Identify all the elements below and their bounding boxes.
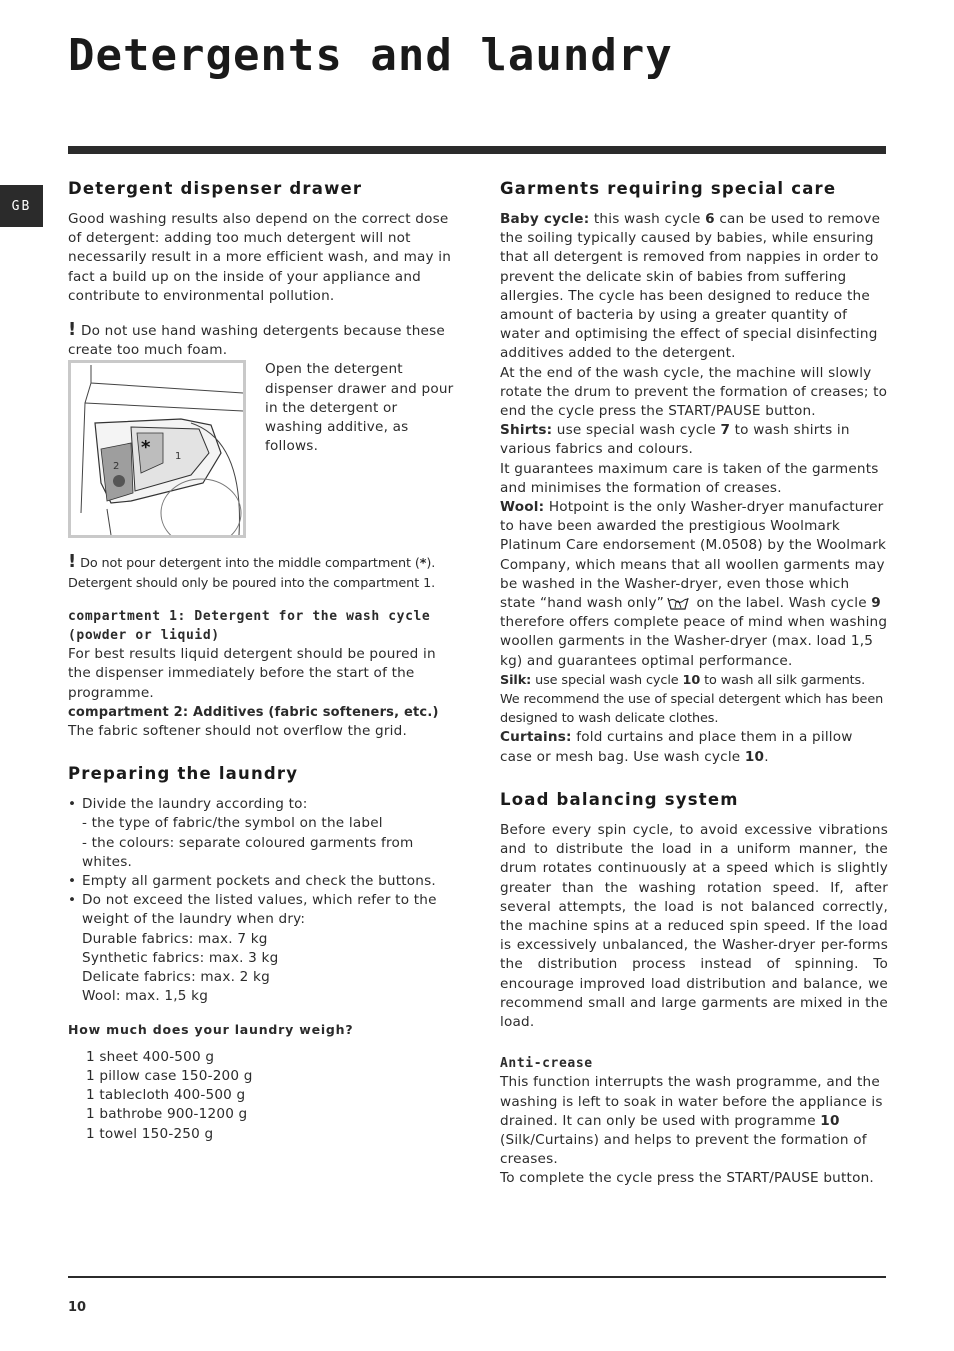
dispenser-drawer-drawing	[71, 363, 243, 535]
baby-cycle-text: Baby cycle: this wash cycle 6 can be used to remove the soiling typically caused by babies, while ensuring that all detergent is removed from nappies in order to prevent the delicate skin of babies from suffering allergies. The cycle has been designed to reduce the amount of bacteria by using a greater quantity of water and optimising the effect of special disinfecting additives added to the detergent.	[500, 211, 881, 362]
compartment-2-label: 2	[113, 461, 120, 473]
preparing-heading: Preparing the laundry	[68, 764, 299, 784]
limit-synthetic: Synthetic fabrics: max. 3 kg	[82, 949, 279, 966]
compartment-1-text: For best results liquid detergent should be poured in the dispenser immediately before the start of the programme.	[68, 646, 436, 701]
hand-wash-icon	[667, 595, 689, 611]
load-balancing-heading: Load balancing system	[500, 789, 739, 809]
right-column	[500, 178, 888, 1189]
compartment-star-label: *	[141, 437, 151, 459]
page-number: 10	[68, 1300, 87, 1315]
shirts-text: Shirts: use special wash cycle 7 to wash shirts in various fabrics and colours.	[500, 422, 850, 458]
compartment-1-heading: compartment 1: Detergent for the wash cycle (powder or liquid)	[68, 608, 431, 644]
weight-list	[86, 1048, 456, 1144]
silk-text: Silk: use special wash cycle 10 to wash all silk garments. We recommend the use of special detergent which has been designed to wash delicate clothes.	[500, 672, 884, 727]
list-item: • Divide the laundry according to: - the type of fabric/the symbol on the label - the colours: separate coloured garments from whites.	[68, 795, 456, 872]
warning-foam	[68, 320, 456, 360]
left-column	[68, 178, 456, 1144]
dispenser-drawer-illustration	[68, 360, 246, 538]
figure-instructions: Open the detergent dispenser drawer and pour in the detergent or washing additive, as follows.	[265, 361, 454, 455]
special-care-heading: Garments requiring special care	[500, 179, 837, 198]
language-tab: GB	[0, 185, 43, 227]
list-item: • Empty all garment pockets and check the buttons.	[68, 872, 456, 891]
limit-durable: Durable fabrics: max. 7 kg	[82, 930, 268, 947]
compartment-1-label: 1	[175, 451, 182, 463]
warning-foam-text: Do not use hand washing detergents because these create too much foam.	[68, 323, 445, 359]
limit-wool: Wool: max. 1,5 kg	[82, 988, 209, 1005]
dispenser-intro: Good washing results also depend on the correct dose of detergent: adding too much detergent will not necessarily result in a more efficient wash, and may in fact a build up on the inside of your appliance and contribute to environmental pollution.	[68, 211, 452, 304]
dispenser-figure-row	[68, 360, 456, 538]
wool-text: Wool: Hotpoint is the only Washer-dryer manufacturer to have been awarded the prestigious Woolmark Platinum Care endorsement (M.0508) by the Woolmark Company, which means that all woollen garments may be washed in the Washer-dryer, even those which state “hand wash only” on the label. Wash cycle 9 therefore offers complete peace of mind when washing woollen garments in the Washer-dryer (max. load 1,5 kg) and guarantees optimal performance.	[500, 499, 888, 669]
weigh-heading: How much does your laundry weigh?	[68, 1022, 354, 1038]
compartment-2-text: The fabric softener should not overflow the grid.	[68, 723, 407, 740]
anti-crease-heading: Anti-crease	[500, 1056, 593, 1072]
page-title: Detergents and laundry	[68, 30, 673, 81]
load-balancing-text: Before every spin cycle, to avoid excessive vibrations and to distribute the load in a uniform manner, the drum rotates continuously at a speed which is slightly greater than the washing rotation speed. If, after several attempts, the load is not balanced correctly, the machine spins at a reduced spin speed. If the load is excessively unbalanced, the Washer-dryer per-forms the distribution process instead of spinning. To encourage improved load distribution and balance, we recommend small and large garments are mixed in the load.	[500, 821, 888, 1030]
top-divider	[68, 146, 886, 154]
list-item: 1 tablecloth 400-500 g	[86, 1087, 246, 1104]
bottom-divider	[68, 1276, 886, 1278]
shirts-more-text: It guarantees maximum care is taken of the garments and minimises the formation of creases.	[500, 460, 879, 496]
end-cycle-text: At the end of the wash cycle, the machine will slowly rotate the drum to prevent the formation of creases; to end the cycle press the START/PAUSE button.	[500, 364, 888, 420]
list-item: • Do not exceed the listed values, which refer to the weight of the laundry when dry: Durable fabrics: max. 7 kg Synthetic fabrics: max. 3 kg Delicate fabrics: max. 2 kg Wool: max. 1,5 kg	[68, 891, 456, 1006]
limit-delicate: Delicate fabrics: max. 2 kg	[82, 969, 270, 986]
preparing-list	[68, 795, 456, 1006]
anti-crease-complete-text: To complete the cycle press the START/PAUSE button.	[500, 1170, 874, 1187]
list-item: 1 bathrobe 900-1200 g	[86, 1106, 248, 1123]
warning-icon: !	[68, 319, 77, 341]
warning-middle-compartment: ! Do not pour detergent into the middle compartment (*). Detergent should only be poured into the compartment 1.	[68, 551, 436, 591]
warning-icon: !	[68, 551, 77, 573]
list-item: 1 pillow case 150-200 g	[86, 1067, 253, 1084]
dispenser-heading: Detergent dispenser drawer	[68, 179, 363, 198]
anti-crease-text: This function interrupts the wash programme, and the washing is left to soak in water before the appliance is drained. It can only be used with programme 10 (Silk/Curtains) and helps to prevent the formation of creases.	[500, 1074, 883, 1168]
list-item: 1 towel 150-250 g	[86, 1125, 214, 1142]
compartment-2-heading: compartment 2: Additives (fabric softeners, etc.)	[68, 704, 439, 720]
curtains-text: Curtains: fold curtains and place them in a pillow case or mesh bag. Use wash cycle 10.	[500, 729, 853, 765]
list-item: 1 sheet 400-500 g	[86, 1048, 215, 1065]
